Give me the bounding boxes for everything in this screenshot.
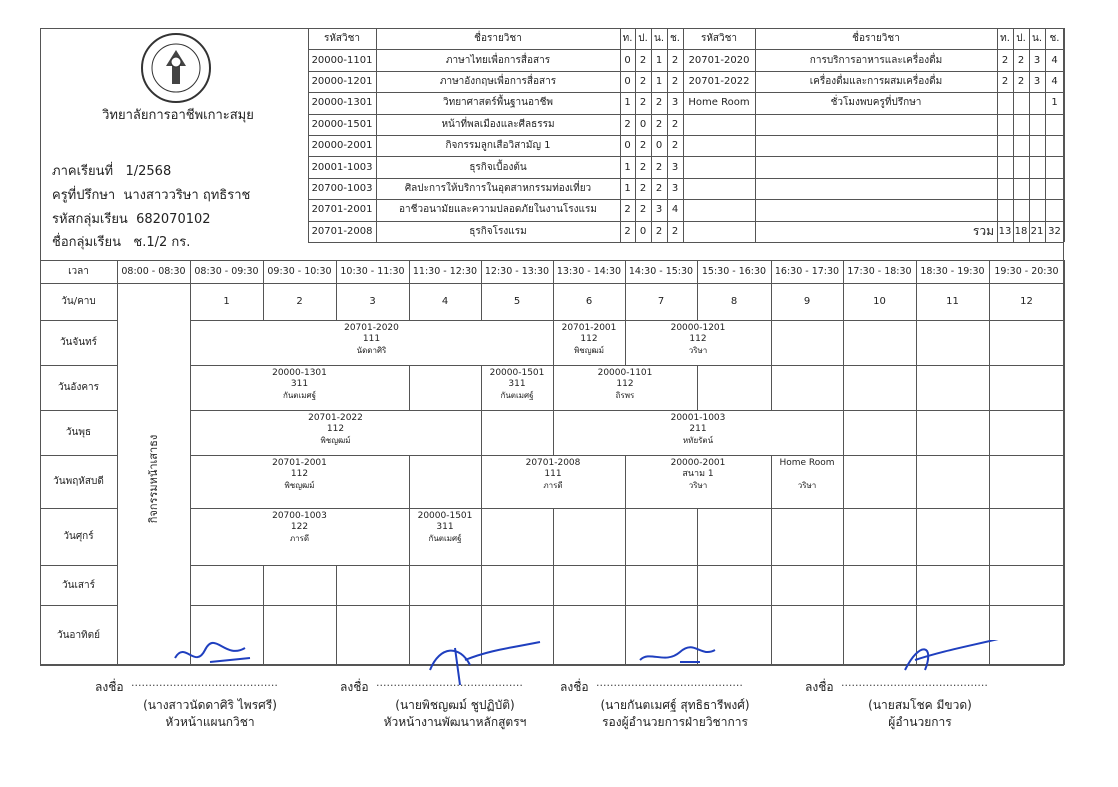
subject-name: วิทยาศาสตร์พื้นฐานอาชีพ	[442, 97, 553, 109]
class-room: 112	[580, 334, 598, 344]
college-seal	[140, 32, 212, 104]
class-block[interactable]	[481, 458, 625, 491]
subject-c: 3	[671, 97, 679, 109]
class-code: 20000-2001	[670, 458, 726, 468]
subject-p: 2	[639, 75, 647, 87]
class-teacher: กันตเมศฐ์	[500, 391, 534, 400]
header-code: รหัสวิชา	[700, 33, 738, 45]
subject-p	[1015, 92, 1027, 113]
header-code: รหัสวิชา	[323, 33, 361, 45]
class-code: 20701-2001	[272, 458, 327, 468]
subjects-col-line	[667, 28, 668, 242]
class-code: 20701-2008	[525, 458, 581, 468]
subject-t: 0	[624, 140, 631, 152]
time-slot: 12:30 - 13:30	[484, 266, 550, 277]
subject-p: 2	[1017, 54, 1025, 66]
subjects-col-line	[1045, 28, 1046, 242]
signature-dots: ..........................................	[131, 676, 278, 689]
subject-p: 2	[1017, 75, 1025, 87]
subject-t: 2	[1001, 54, 1009, 66]
period-number: 11	[946, 296, 959, 307]
time-label: เวลา	[68, 266, 89, 277]
subject-code: 20701-2008	[311, 225, 373, 237]
subject-code: 20000-2001	[311, 140, 373, 152]
signer-position: หัวหน้าแผนกวิชา	[165, 715, 255, 729]
total-p: 18	[1015, 225, 1027, 237]
period-number: 8	[730, 296, 738, 307]
class-code: Home Room	[779, 458, 835, 468]
subject-code: 20000-1101	[311, 54, 373, 66]
class-teacher: ภารดี	[289, 534, 310, 543]
class-teacher: วริษา	[688, 346, 708, 355]
handwritten-signature	[155, 640, 315, 690]
class-room: 111	[362, 334, 381, 344]
class-teacher: ถิรพร	[615, 391, 635, 400]
signer-name: (นางสาวนัดดาศิริ ไพรศรี)	[143, 698, 277, 712]
day-label: วันอังคาร	[57, 382, 99, 393]
subject-t: 2	[1001, 75, 1009, 87]
signer-position: รองผู้อำนวยการฝ่ายวิชาการ	[602, 715, 748, 729]
subjects-col-line	[376, 28, 377, 242]
header-c: ช.	[670, 33, 680, 45]
class-block[interactable]	[190, 368, 409, 401]
subject-c: 2	[671, 225, 679, 237]
timetable-col-line	[117, 260, 118, 665]
class-room: สนาม 1	[682, 469, 714, 479]
period-number: 10	[873, 296, 886, 307]
signer-position: ผู้อำนวยการ	[888, 715, 952, 729]
subject-p: 2	[639, 161, 647, 173]
day-label: วันเสาร์	[62, 579, 95, 591]
class-room: 112	[616, 379, 634, 389]
day-label: วันศุกร์	[63, 531, 94, 542]
subject-c: 2	[671, 118, 679, 130]
class-room: 311	[436, 522, 454, 532]
subject-name: หน้าที่พลเมืองและศีลธรรม	[441, 118, 555, 130]
signer-name: (นายกันตเมศฐ์ สุทธิธารีพงศ์)	[600, 698, 750, 712]
time-slot: 18:30 - 19:30	[920, 266, 985, 277]
college-name: วิทยาลัยการอาชีพเกาะสมุย	[102, 108, 254, 123]
class-room: 311	[290, 379, 309, 389]
subject-p: 2	[639, 204, 647, 216]
header-n: น.	[653, 33, 664, 45]
subject-t: 2	[624, 204, 631, 216]
class-code: 20701-2001	[561, 323, 617, 333]
period-label: วัน/คาบ	[61, 296, 96, 307]
subjects-col-line	[683, 28, 684, 242]
assembly-label: กิจกรรมหน้าเสาธง	[147, 434, 160, 524]
timetable-col-line	[916, 260, 917, 665]
class-room: 111	[544, 469, 562, 479]
advisor-value: นางสาววริษา ฤทธิราช	[123, 188, 251, 203]
total-label: รวม	[972, 223, 994, 238]
subject-n: 2	[655, 225, 663, 237]
signature-dots: ..........................................	[841, 676, 988, 689]
period-number: 5	[513, 296, 521, 307]
subjects-col-line	[635, 28, 636, 242]
time-slot: 10:30 - 11:30	[340, 266, 405, 277]
class-teacher: ภารดี	[543, 481, 563, 490]
time-slot: 08:00 - 08:30	[121, 266, 186, 277]
class-block[interactable]	[409, 511, 481, 544]
subject-c: 3	[671, 182, 679, 194]
class-teacher: พิชญฒม์	[320, 436, 351, 445]
time-slot: 17:30 - 18:30	[847, 266, 912, 277]
subject-p: 0	[639, 118, 647, 130]
class-code: 20000-1301	[272, 368, 327, 378]
subject-n: 0	[655, 140, 663, 152]
group-name-row: ชื่อกลุ่มเรียน ช.1/2 กร.	[52, 235, 191, 250]
term-value: 1/2568	[125, 164, 172, 179]
time-slot: 13:30 - 14:30	[556, 266, 622, 277]
subject-t: 1	[624, 161, 631, 173]
header-p: ป.	[1016, 33, 1026, 45]
subject-t: 0	[624, 75, 631, 87]
class-room: 311	[508, 379, 526, 389]
subjects-col-line	[755, 28, 756, 242]
timetable-col-line	[843, 260, 844, 665]
class-teacher: หทัยรัตน์	[682, 436, 714, 445]
subject-n: 2	[655, 182, 663, 194]
class-block[interactable]	[190, 458, 409, 491]
subject-name: การบริการอาหารและเครื่องดื่ม	[809, 54, 943, 66]
class-teacher: นัดดาศิริ	[356, 346, 387, 355]
subject-c: 2	[671, 75, 679, 87]
subject-name: ศิลปะการให้บริการในอุตสาหกรรมท่องเที่ยว	[404, 182, 592, 194]
signer-name: (นายพิชญฒม์ ชูปฏิบัติ)	[395, 698, 515, 712]
class-block[interactable]	[553, 323, 625, 356]
class-block[interactable]	[190, 511, 409, 544]
subject-n	[1031, 92, 1043, 113]
subject-n: 3	[1033, 75, 1041, 87]
class-code: 20000-1501	[489, 368, 545, 378]
time-slot: 19:30 - 20:30	[994, 266, 1059, 277]
subject-p: 2	[639, 97, 647, 109]
time-slot: 14:30 - 15:30	[628, 266, 694, 277]
subject-n: 3	[655, 204, 663, 216]
subject-c: 4	[1051, 75, 1058, 87]
subject-c: 2	[671, 140, 679, 152]
subject-code: 20701-2001	[311, 204, 373, 216]
class-code: 20701-2020	[344, 323, 399, 333]
subject-name: ธุรกิจเบื้องต้น	[469, 161, 527, 173]
term-row: ภาคเรียนที่ 1/2568	[52, 164, 172, 179]
time-slot: 09:30 - 10:30	[267, 266, 332, 277]
subject-code: 20000-1201	[311, 75, 373, 87]
subjects-col-line	[1013, 28, 1014, 242]
signature-label: ลงชื่อ	[805, 680, 834, 694]
header-c: ช.	[1049, 33, 1060, 45]
class-room: 122	[290, 522, 309, 532]
class-teacher: วริษา	[797, 481, 817, 490]
group-name-value: ช.1/2 กร.	[133, 235, 191, 250]
subjects-col-line	[1029, 28, 1030, 242]
subject-code: 20701-2020	[688, 54, 750, 66]
subject-name: อาชีวอนามัยและความปลอดภัยในงานโรงแรม	[399, 204, 597, 216]
period-number: 3	[369, 296, 376, 307]
period-number: 1	[223, 296, 230, 307]
subject-n: 2	[655, 97, 663, 109]
class-code: 20000-1501	[417, 511, 473, 521]
subjects-col-line	[997, 28, 998, 242]
period-number: 7	[657, 296, 665, 307]
subject-c: 3	[671, 161, 679, 173]
subject-name: กิจกรรมลูกเสือวิสามัญ 1	[445, 140, 551, 152]
signature-label: ลงชื่อ	[95, 680, 124, 694]
class-room: 211	[689, 424, 707, 434]
subject-t: 1	[624, 97, 631, 109]
class-room	[771, 469, 843, 480]
subject-code: 20701-2022	[688, 75, 750, 87]
subject-t: 1	[624, 182, 631, 194]
class-block[interactable]	[553, 413, 843, 446]
subject-n: 3	[1033, 54, 1041, 66]
time-slot: 16:30 - 17:30	[774, 266, 840, 277]
group-code-value: 682070102	[136, 212, 211, 227]
class-code: 20001-1003	[670, 413, 726, 423]
signature-label: ลงชื่อ	[340, 680, 369, 694]
day-label: วันอาทิตย์	[56, 629, 101, 641]
subjects-col-line	[620, 28, 621, 242]
signature-dots: ..........................................	[376, 676, 523, 689]
class-room: 112	[689, 334, 707, 344]
class-teacher: กันตเมศฐ์	[282, 391, 316, 400]
subject-name: ชั่วโมงพบครูที่ปรึกษา	[830, 97, 922, 109]
subject-t: 0	[624, 54, 631, 66]
subject-c: 4	[1051, 54, 1058, 66]
class-teacher: กันตเมศฐ์	[428, 534, 462, 543]
time-slot: 08:30 - 09:30	[194, 266, 259, 277]
signature-label: ลงชื่อ	[560, 680, 589, 694]
subject-p: 0	[639, 225, 647, 237]
subject-code: 20001-1003	[311, 161, 373, 173]
subject-name: ภาษาไทยเพื่อการสื่อสาร	[445, 54, 551, 66]
subject-c: 1	[1051, 97, 1058, 109]
subject-n: 1	[655, 54, 663, 66]
timetable-row-line	[190, 565, 1064, 566]
period-number: 12	[1020, 296, 1033, 307]
class-block[interactable]	[771, 458, 843, 491]
signer-position: หัวหน้างานพัฒนาหลักสูตรฯ	[383, 715, 527, 729]
time-slot: 11:30 - 12:30	[412, 266, 478, 277]
header-p: ป.	[638, 33, 648, 45]
subject-t: 2	[624, 225, 631, 237]
day-label: วันจันทร์	[59, 337, 98, 348]
subject-t: 2	[624, 118, 631, 130]
header-t: ท.	[622, 33, 633, 45]
period-number: 4	[441, 296, 449, 307]
class-room: 112	[290, 469, 309, 479]
timetable-col-line	[989, 260, 990, 665]
subjects-row-line	[308, 242, 1064, 243]
period-number: 9	[803, 296, 811, 307]
timetable-col-line	[1064, 260, 1065, 665]
subject-p: 2	[639, 54, 647, 66]
signer-name: (นายสมโชค มีขวด)	[868, 698, 972, 712]
subjects-col-line	[651, 28, 652, 242]
class-teacher: วริษา	[688, 481, 708, 490]
class-teacher: พิชญฒม์	[573, 346, 605, 355]
day-label: วันพุธ	[65, 427, 92, 438]
advisor-row: ครูที่ปรึกษา นางสาววริษา ฤทธิราช	[52, 188, 251, 203]
timetable-row-line	[190, 605, 1064, 606]
signature-dots: ..........................................	[596, 676, 743, 689]
subject-t	[999, 92, 1011, 113]
subject-n: 1	[655, 75, 663, 87]
class-code: 20000-1101	[597, 368, 653, 378]
subject-name: เครื่องดื่มและการผสมเครื่องดื่ม	[809, 75, 943, 87]
subjects-col-line	[1064, 28, 1065, 242]
subject-code: 20700-1003	[311, 182, 373, 194]
subject-n: 2	[655, 118, 663, 130]
period-number: 2	[296, 296, 303, 307]
period-number: 6	[585, 296, 593, 307]
time-slot: 15:30 - 16:30	[701, 266, 767, 277]
class-code: 20000-1201	[670, 323, 726, 333]
class-room: 112	[326, 424, 345, 434]
class-block[interactable]	[190, 413, 481, 446]
class-block[interactable]	[190, 323, 553, 356]
group-code-row: รหัสกลุ่มเรียน 682070102	[52, 212, 211, 227]
subject-c: 4	[671, 204, 679, 216]
class-code: 20701-2022	[308, 413, 363, 423]
subject-code: 20000-1301	[311, 97, 373, 109]
class-code: 20700-1003	[272, 511, 327, 521]
header-name: ชื่อรายวิชา	[852, 33, 900, 45]
header-n: น.	[1031, 33, 1042, 45]
total-t: 13	[999, 225, 1011, 237]
subject-code: 20000-1501	[311, 118, 373, 130]
header-t: ท.	[1000, 33, 1010, 45]
subject-c: 2	[671, 54, 679, 66]
header-name: ชื่อรายวิชา	[474, 33, 522, 45]
class-block[interactable]	[625, 458, 771, 491]
subject-p: 2	[639, 182, 647, 194]
subject-name: ภาษาอังกฤษเพื่อการสื่อสาร	[439, 75, 557, 87]
class-block[interactable]	[481, 368, 553, 401]
subject-name: ธุรกิจโรงแรม	[469, 225, 527, 237]
handwritten-signature	[400, 640, 560, 690]
class-block[interactable]	[553, 368, 697, 401]
subject-n: 2	[655, 161, 663, 173]
subject-p: 2	[639, 140, 647, 152]
class-block[interactable]	[625, 323, 771, 356]
subject-code: Home Room	[688, 97, 750, 109]
handwritten-signature	[865, 640, 1025, 690]
total-c: 32	[1048, 225, 1061, 237]
handwritten-signature	[620, 640, 780, 690]
class-teacher: พิชญฒม์	[284, 481, 315, 490]
day-label: วันพฤหัสบดี	[53, 476, 104, 487]
total-n: 21	[1031, 225, 1043, 237]
